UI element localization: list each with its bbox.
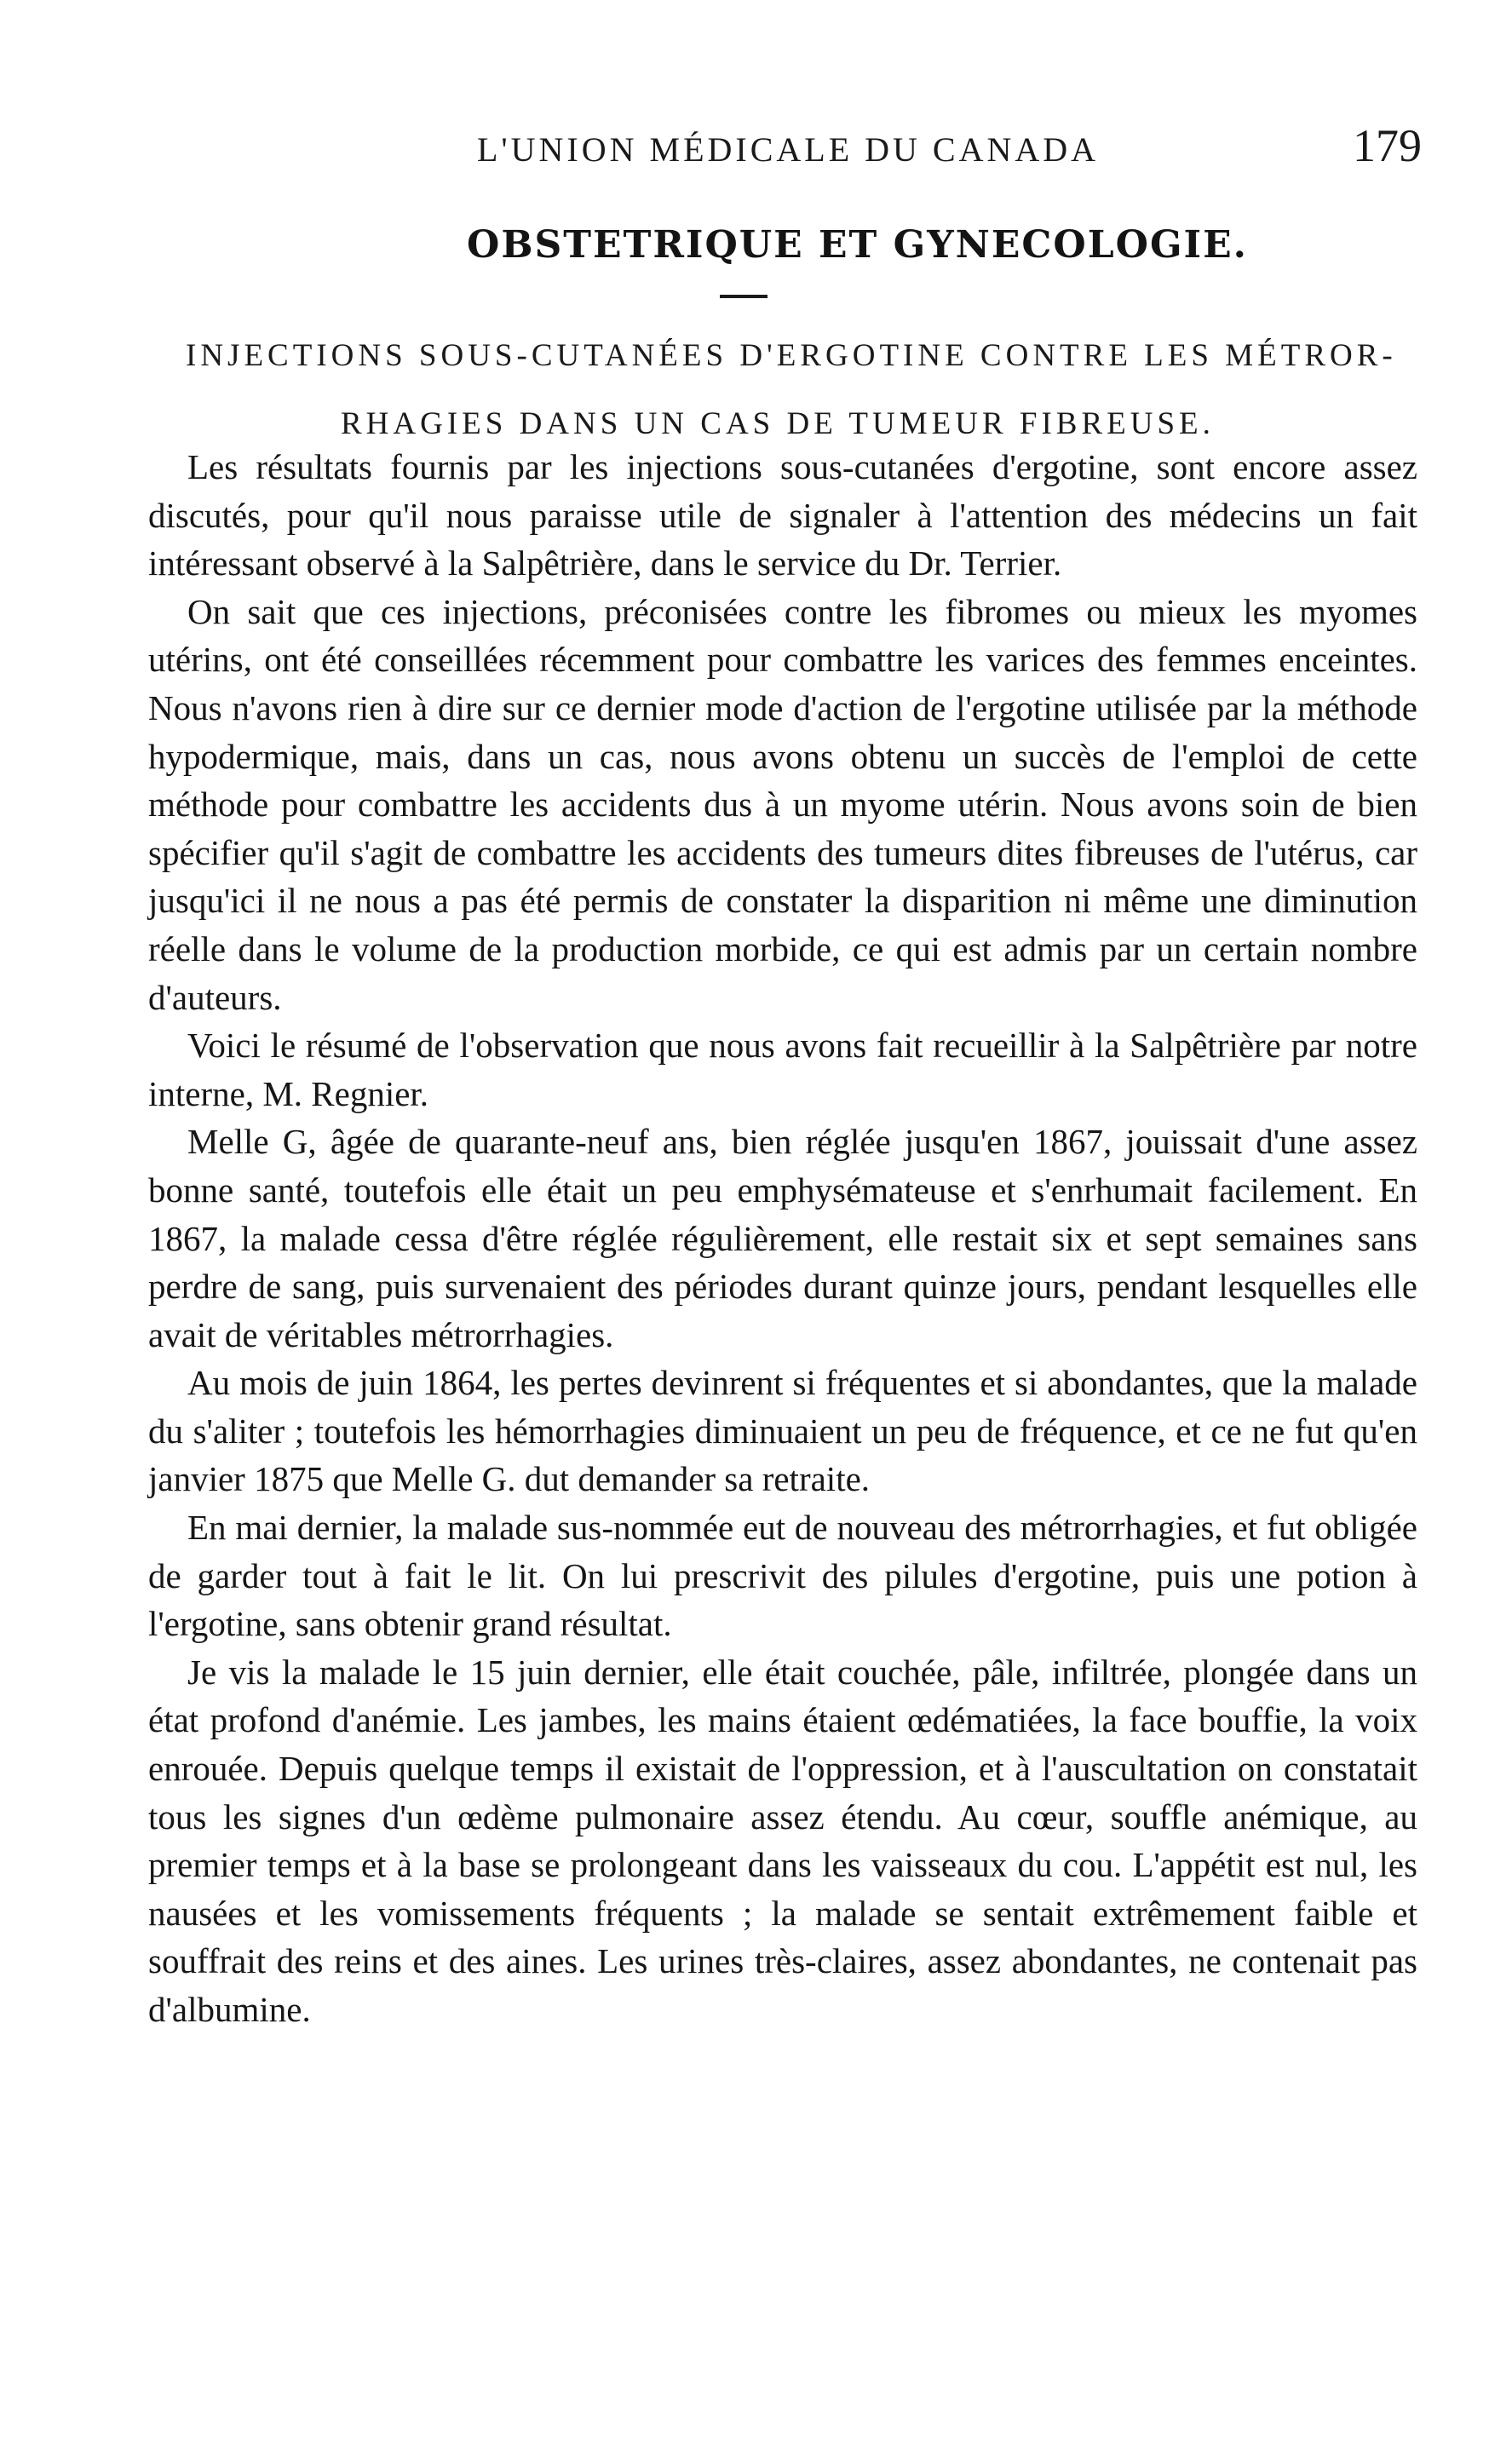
article-title-line-2: RHAGIES DANS UN CAS DE TUMEUR FIBREUSE. bbox=[341, 406, 1215, 441]
running-head: L'UNION MÉDICALE DU CANADA bbox=[477, 130, 1100, 169]
article-body bbox=[148, 443, 1417, 2034]
page-number: 179 bbox=[1353, 120, 1422, 171]
title-rule bbox=[720, 295, 767, 298]
paragraph: Au mois de juin 1864, les pertes devinrent si fréquentes et si abondantes, que la malade du s'aliter ; toutefois les hémorrhagies diminuaient un peu de fréquence, et ce ne fut qu'en janvier 1875 que Melle G. dut demander sa retraite. bbox=[148, 1363, 1417, 1499]
paragraph: Je vis la malade le 15 juin dernier, elle était couchée, pâle, infiltrée, plongée dans un état profond d'anémie. Les jambes, les mains étaient œdématiées, la face bouffie, la voix enrouée. Depuis quelque temps il existait de l'oppression, et à l'auscultation on constatait tous les signes d'un œdème pulmonaire assez étendu. Au cœur, souffle anémique, au premier temps et à la base se prolongeant dans les vaisseaux du cou. L'appétit est nul, les nausées et les vomissements fréquents ; la malade se sentait extrêmement faible et souffrait des reins et des aines. Les urines très-claires, assez abondantes, ne contenait pas d'albumine. bbox=[148, 1652, 1417, 2029]
paragraph: Melle G, âgée de quarante-neuf ans, bien réglée jusqu'en 1867, jouissait d'une assez bonne santé, toutefois elle était un peu emphysémateuse et s'enrhumait facilement. En 1867, la malade cessa d'être réglée régulièrement, elle restait six et sept semaines sans perdre de sang, puis survenaient des périodes durant quinze jours, pendant lesquelles elle avait de véritables métrorrhagies. bbox=[148, 1122, 1417, 1354]
section-title: OBSTETRIQUE ET GYNECOLOGIE. bbox=[467, 223, 1248, 267]
article-title-line-1: INJECTIONS SOUS-CUTANÉES D'ERGOTINE CONTRE LES MÉTROR- bbox=[186, 338, 1397, 373]
article-title bbox=[186, 322, 1404, 458]
paragraph: En mai dernier, la malade sus-nommée eut de nouveau des métrorrhagies, et fut obligée de garder tout à fait le lit. On lui prescrivit des pilules d'ergotine, puis une potion à l'ergotine, sans obtenir grand résultat. bbox=[148, 1508, 1417, 1644]
paragraph: Les résultats fournis par les injections sous-cutanées d'ergotine, sont encore assez discutés, pour qu'il nous paraisse utile de signaler à l'attention des médecins un fait intéressant observé à la Salpêtrière, dans le service du Dr. Terrier. bbox=[148, 447, 1417, 583]
paragraph: Voici le résumé de l'observation que nous avons fait recueillir à la Salpêtrière par notre interne, M. Regnier. bbox=[148, 1026, 1417, 1113]
paragraph: On sait que ces injections, préconisées contre les fibromes ou mieux les myomes utérins, ont été conseillées récemment pour combattre les varices des femmes enceintes. Nous n'avons rien à dire sur ce dernier mode d'action de l'ergotine utilisée par la méthode hypodermique, mais, dans un cas, nous avons obtenu un succès de l'emploi de cette méthode pour combattre les accidents dus à un myome utérin. Nous avons soin de bien spécifier qu'il s'agit de combattre les accidents des tumeurs dites fibreuses de l'utérus, car jusqu'ici il ne nous a pas été permis de constater la disparition ni même une diminution réelle dans le volume de la production morbide, ce qui est admis par un certain nombre d'auteurs. bbox=[148, 591, 1417, 1017]
